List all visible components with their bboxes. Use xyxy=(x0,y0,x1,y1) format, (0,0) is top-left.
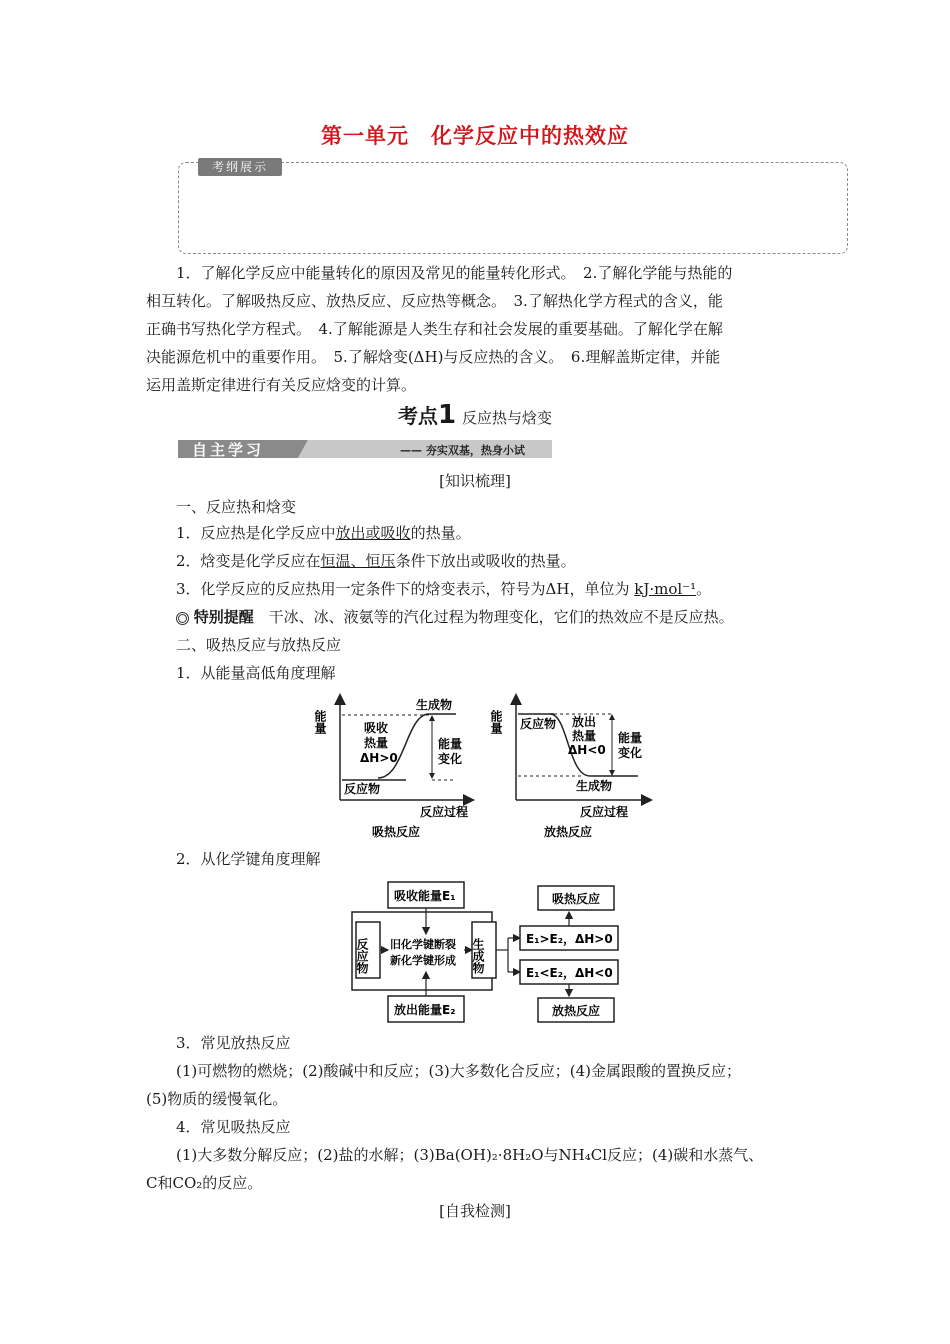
svg-text:能量: 能量 xyxy=(489,710,503,734)
svg-text:吸热反应: 吸热反应 xyxy=(552,892,601,906)
banner-sub: —— 夯实双基，热身小试 xyxy=(400,444,525,457)
banner-main: 自主学习 xyxy=(192,441,265,459)
svg-text:反应过程: 反应过程 xyxy=(420,805,469,819)
kaodian-number: 1 xyxy=(437,400,457,430)
svg-text:反应物: 反应物 xyxy=(355,938,369,974)
sec2-item-4-line-1: (1)大多数分解反应；(2)盐的水解；(3)Ba(OH)₂·8H₂O与NH₄Cl反应；(4)碳和水蒸气、 xyxy=(176,1146,764,1164)
tip-icon xyxy=(176,612,189,625)
sec2-item-3: 3．常见放热反应 xyxy=(176,1034,291,1052)
svg-text:变化: 变化 xyxy=(618,746,643,760)
special-tip xyxy=(176,604,734,630)
sec2-item-3-line-2: (5)物质的缓慢氧化。 xyxy=(146,1090,288,1108)
svg-text:放出: 放出 xyxy=(572,715,597,729)
svg-text:放热反应: 放热反应 xyxy=(544,825,593,839)
endothermic-diagram xyxy=(313,692,488,844)
svg-text:反应物: 反应物 xyxy=(344,782,381,796)
svg-text:ΔH<0: ΔH<0 xyxy=(568,743,606,757)
objectives-line-5: 运用盖斯定律进行有关反应焓变的计算。 xyxy=(146,376,417,394)
kaodian-label: 考点 xyxy=(397,404,438,428)
objectives-line-1: 1．了解化学反应中能量转化的原因及常见的能量转化形式。 2.了解化学能与热能的 xyxy=(176,264,733,282)
sec2-item-1: 1．从能量高低角度理解 xyxy=(176,664,336,682)
svg-text:E₁<E₂，ΔH<0: E₁<E₂，ΔH<0 xyxy=(526,966,613,980)
sec2-item-4-line-2: C和CO₂的反应。 xyxy=(146,1174,263,1192)
objectives-line-4: 决能源危机中的重要作用。 5.了解焓变(ΔH)与反应热的含义。 6.理解盖斯定律，并能 xyxy=(146,348,721,366)
svg-text:吸收能量E₁: 吸收能量E₁ xyxy=(394,889,456,903)
tip-text: 干冰、冰、液氨等的汽化过程为物理变化，它们的热效应不是反应热。 xyxy=(268,608,734,626)
svg-text:生成物: 生成物 xyxy=(576,779,613,793)
svg-text:热量: 热量 xyxy=(572,729,597,743)
svg-text:变化: 变化 xyxy=(438,752,463,766)
svg-text:反应物: 反应物 xyxy=(520,717,557,731)
svg-text:生成物: 生成物 xyxy=(416,698,453,712)
svg-text:吸收: 吸收 xyxy=(364,721,389,735)
svg-text:E₁>E₂，ΔH>0: E₁>E₂，ΔH>0 xyxy=(526,932,613,946)
objectives-line-2: 相互转化。了解吸热反应、放热反应、反应热等概念。 3.了解热化学方程式的含义，能 xyxy=(146,292,723,310)
svg-text:ΔH>0: ΔH>0 xyxy=(360,751,398,765)
exam-outline-tab: 考纲展示 xyxy=(198,158,282,176)
svg-text:吸热反应: 吸热反应 xyxy=(372,825,421,839)
objectives-line-3: 正确书写热化学方程式。 4.了解能源是人类生存和社会发展的重要基础。了解化学在解 xyxy=(146,320,723,338)
svg-text:能量: 能量 xyxy=(618,731,643,745)
svg-text:新化学键形成: 新化学键形成 xyxy=(390,954,456,967)
page-title: 第一单元 化学反应中的热效应 xyxy=(321,124,629,148)
self-check-heading: [自我检测] xyxy=(439,1202,511,1220)
kaodian-name: 反应热与焓变 xyxy=(462,409,553,427)
knowledge-heading: [知识梳理] xyxy=(439,472,511,490)
exothermic-diagram xyxy=(489,692,666,844)
sec2-item-4: 4．常见吸热反应 xyxy=(176,1118,291,1136)
bond-energy-diagram xyxy=(348,878,622,1028)
svg-text:热量: 热量 xyxy=(364,736,389,750)
sec2-item-2: 2．从化学键角度理解 xyxy=(176,850,321,868)
tip-label: 特别提醒 xyxy=(193,608,254,626)
svg-text:反应过程: 反应过程 xyxy=(580,805,629,819)
svg-text:旧化学键断裂: 旧化学键断裂 xyxy=(390,938,456,951)
svg-text:能量: 能量 xyxy=(313,710,327,734)
sec1-item-1: 1．反应热是化学反应中放出或吸收的热量。 xyxy=(176,524,471,542)
svg-text:能量: 能量 xyxy=(438,737,463,751)
sec2-item-3-line-1: (1)可燃物的燃烧；(2)酸碱中和反应；(3)大多数化合反应；(4)金属跟酸的置换反应； xyxy=(176,1062,741,1080)
sec1-item-2: 2．焓变是化学反应在恒温、恒压条件下放出或吸收的热量。 xyxy=(176,552,576,570)
sec2-heading: 二、吸热反应与放热反应 xyxy=(176,636,342,654)
svg-text:生成物: 生成物 xyxy=(471,938,485,974)
sec1-item-3: 3．化学反应的反应热用一定条件下的焓变表示，符号为ΔH，单位为 kJ·mol⁻¹。 xyxy=(176,580,712,598)
section-heading xyxy=(0,400,950,430)
sec1-heading: 一、反应热和焓变 xyxy=(176,498,297,516)
self-study-banner xyxy=(178,438,552,460)
svg-text:放出能量E₂: 放出能量E₂ xyxy=(394,1003,456,1017)
svg-text:放热反应: 放热反应 xyxy=(552,1004,601,1018)
